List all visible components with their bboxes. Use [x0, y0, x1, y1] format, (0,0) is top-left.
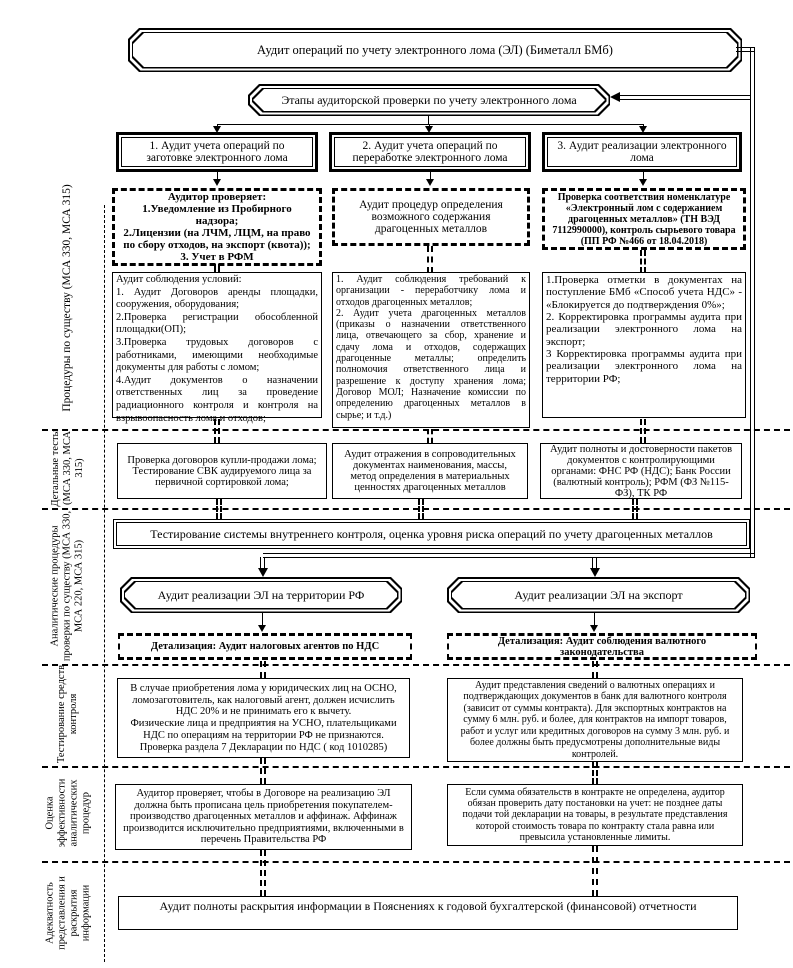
disclosure-text: Аудит полноты раскрытия информации в Пояснениях к годовой бухгалтерской (финансовой) отчетности — [159, 899, 697, 913]
nomenclature-check-box — [542, 188, 746, 250]
detail-test-2: Аудит отражения в сопроводительных документах наименования, массы, метод определения в материальных ценностях драгоценных металлов — [344, 449, 516, 493]
dashed-connector — [427, 429, 433, 443]
title-box — [128, 28, 742, 72]
effectiveness-export-box — [447, 784, 743, 846]
row-label-detail-tests: Детальные тесты (МСА 330, МСА 315) — [49, 429, 86, 507]
row-label-controls-testing: Тестирование средств контроля — [55, 664, 79, 764]
auditor-checks-box — [112, 188, 322, 266]
detalization-export-text: Детализация: Аудит соблюдения валютного законодательства — [497, 635, 707, 658]
left-arrowhead-icon — [610, 92, 620, 102]
down-arrowhead-icon — [213, 179, 221, 186]
controls-test-export-box — [447, 678, 743, 762]
dashed-connector — [260, 661, 266, 678]
row-separator — [42, 508, 790, 510]
realization-export-box — [447, 577, 750, 613]
connector-feedback-to-stages — [620, 95, 750, 100]
dashed-connector — [592, 762, 598, 784]
detail-test-box-2 — [332, 443, 528, 499]
column-3-header: 3. Аудит реализации электронного лома — [547, 137, 737, 167]
row-label-analytical-procedures: Аналитические процедуры проверки по существу (МСА 330, МСА 220, МСА 315) — [49, 510, 85, 662]
detail-test-box-1 — [117, 443, 327, 499]
row-label-effectiveness: Оценка эффективности аналитических процедур — [44, 778, 92, 848]
row-separator — [42, 664, 790, 666]
effectiveness-export-text: Если сумма обязательств в контракте не определена, аудитор обязан проверить дату постановки на учет: не позднее даты подачи той декларации на товары, в результате представления которой стоимость товара по контракту стала равна или превысила установленные лимиты. — [462, 787, 728, 843]
svk-box — [113, 519, 750, 549]
dashed-connector — [640, 250, 646, 273]
down-arrowhead-icon — [639, 179, 647, 186]
row-label-disclosure-adequacy: Адекватность представления и раскрытия информации — [44, 876, 92, 950]
content-determination-box — [332, 188, 530, 246]
controls-test-rf-text: В случае приобретения лома у юридических лиц на ОСНО, ломозаготовитель, как налоговый агент, должен исчислить НДС 20% и не принимать его к вычету. Физические лица и предприятия на УСНО, плательщиками НДС по операциям на территории РФ не признаются. Проверка раздела 7 Декларации по НДС ( код 1010285) — [130, 682, 397, 753]
dashed-connector — [640, 419, 646, 443]
row-label-substantive-procedures: Процедуры по существу (МСА 330, МСА 315) — [61, 184, 74, 412]
column-2-header: 2. Аудит учета операций по переработке электронного лома — [334, 137, 526, 167]
dashed-connector — [632, 499, 638, 519]
dashed-connector — [592, 661, 598, 678]
dashed-connector — [216, 499, 222, 519]
procedure-box-3: 1.Проверка отметки в документах на поступление БМб «Способ учета НДС» - «Блокируется до подтверждения 0%»; 2. Корректировка программы аудита при реализации электронного лома на экспорт; 3 Корректировка программы аудита при реализации электронного лома на территории РФ; — [542, 272, 746, 418]
detalization-rf-text: Детализация: Аудит налоговых агентов по НДС — [150, 641, 380, 652]
content-determination-text: Аудит процедур определения возможного содержания драгоценных металлов — [359, 199, 503, 235]
effectiveness-rf-box — [115, 784, 412, 850]
row-separator — [42, 429, 790, 431]
dashed-connector — [592, 846, 598, 896]
dashed-connector — [260, 850, 266, 896]
dashed-connector — [260, 758, 266, 784]
realization-rf-title: Аудит реализации ЭЛ на территории РФ — [157, 587, 365, 602]
dashed-connector — [427, 246, 433, 273]
svk-text: Тестирование системы внутреннего контроля, оценка уровня риска операций по учету драгоценных металлов — [116, 522, 747, 546]
disclosure-box — [118, 896, 738, 930]
down-arrowhead-icon — [258, 568, 268, 577]
effectiveness-rf-text: Аудитор проверяет, чтобы в Договоре на реализацию ЭЛ должна быть прописана цель приобретения покупателем- производство драгоценных металлов и аффинаж. Аффинаж производится исключительно предприятиями, включенными в перечень Правительства РФ — [123, 788, 404, 846]
column-1-header-box — [116, 132, 318, 172]
down-arrowhead-icon — [258, 625, 266, 632]
detail-test-3: Аудит полноты и достоверности пакетов документов с контролирующими органами: ФНС РФ (НДС); Банк России (валютный контроль); РФМ (ФЗ №115-ФЗ), ТК РФ — [549, 443, 733, 499]
procedure-box-2: 1. Аудит соблюдения требований к организации - переработчику лома и отходов драгоценных металлов; 2. Аудит учета драгоценных металлов (приказы о назначении ответственного лица, отвечающего за сбор, хранение и сдачу лома и отходов, содержащих драгоценные металлы; определить полномочия ответственного лица и разрешение к доступу хранения лома; Договор МОЛ; Назначение комиссии по определению драгоценных металлов в сырье; и т.д.) — [332, 272, 530, 428]
detail-test-box-3 — [540, 443, 742, 499]
detalization-rf-box — [118, 633, 412, 660]
page-title: Аудит операций по учету электронного лома (ЭЛ) (Биметалл БМб) — [257, 42, 613, 57]
row-separator — [42, 861, 790, 863]
realization-export-title: Аудит реализации ЭЛ на экспорт — [514, 587, 683, 602]
dashed-connector — [214, 419, 220, 443]
stages-box — [248, 84, 610, 116]
auditor-checks-text: Аудитор проверяет: 1.Уведомление из Пробирного надзора; 2.Лицензии (на ЛЧМ, ЛЦМ, на право по сбору отходов, на экспорт (квота)); 3. Учет в РФМ — [123, 191, 311, 263]
realization-rf-box — [120, 577, 402, 613]
row-separator — [42, 766, 790, 768]
procedure-box-1: Аудит соблюдения условий: 1. Аудит Договоров аренды площадки, сооружения, оборудования; 2.Проверка регистрации обособленной площадки(ОП); 3.Проверка трудовых договоров с работниками, имеющими необходимые документы для работы с ломом; 4.Аудит документов о назначении ответственных лиц за проведение радиационного контроля и контроля на взрывоопасность лома и отходов; — [112, 272, 322, 418]
detalization-export-box — [447, 633, 757, 660]
column-3-header-box — [542, 132, 742, 172]
down-arrowhead-icon — [426, 179, 434, 186]
controls-test-rf-box — [117, 678, 410, 758]
column-1-header: 1. Аудит учета операций по заготовке электронного лома — [121, 137, 313, 167]
stages-label: Этапы аудиторской проверки по учету электронного лома — [281, 92, 577, 107]
detail-test-1: Проверка договоров купли-продажи лома; Тестирование СВК аудируемого лица за первичной сортировкой лома; — [127, 454, 317, 488]
connector-branch-line — [217, 124, 643, 125]
right-feedback-line — [750, 47, 755, 558]
down-arrowhead-icon — [590, 625, 598, 632]
branch-double-line — [263, 553, 755, 558]
dashed-connector — [418, 499, 424, 519]
controls-test-export-text: Аудит представления сведений о валютных операциях и подтверждающих документов в банк для валютного контроля (зависит от суммы контракта). Для экспортных контрактов на сумму 6 млн. руб. и более, для контрактов на импорт товаров, работ и услуг или кредитных договоров на сумму 3 млн. руб. и более должны быть предусмотрены дополнительные виды контролей. — [460, 679, 730, 760]
nomenclature-check-text: Проверка соответствия номенклатуре «Электронный лом с содержанием драгоценных металлов» (ТН ВЭД 7112990000), контроль сырьевого товара (ПП РФ №466 от 18.04.2018) — [552, 191, 736, 247]
down-arrowhead-icon — [590, 568, 600, 577]
column-2-header-box — [329, 132, 531, 172]
connector-stages-down — [428, 116, 429, 124]
